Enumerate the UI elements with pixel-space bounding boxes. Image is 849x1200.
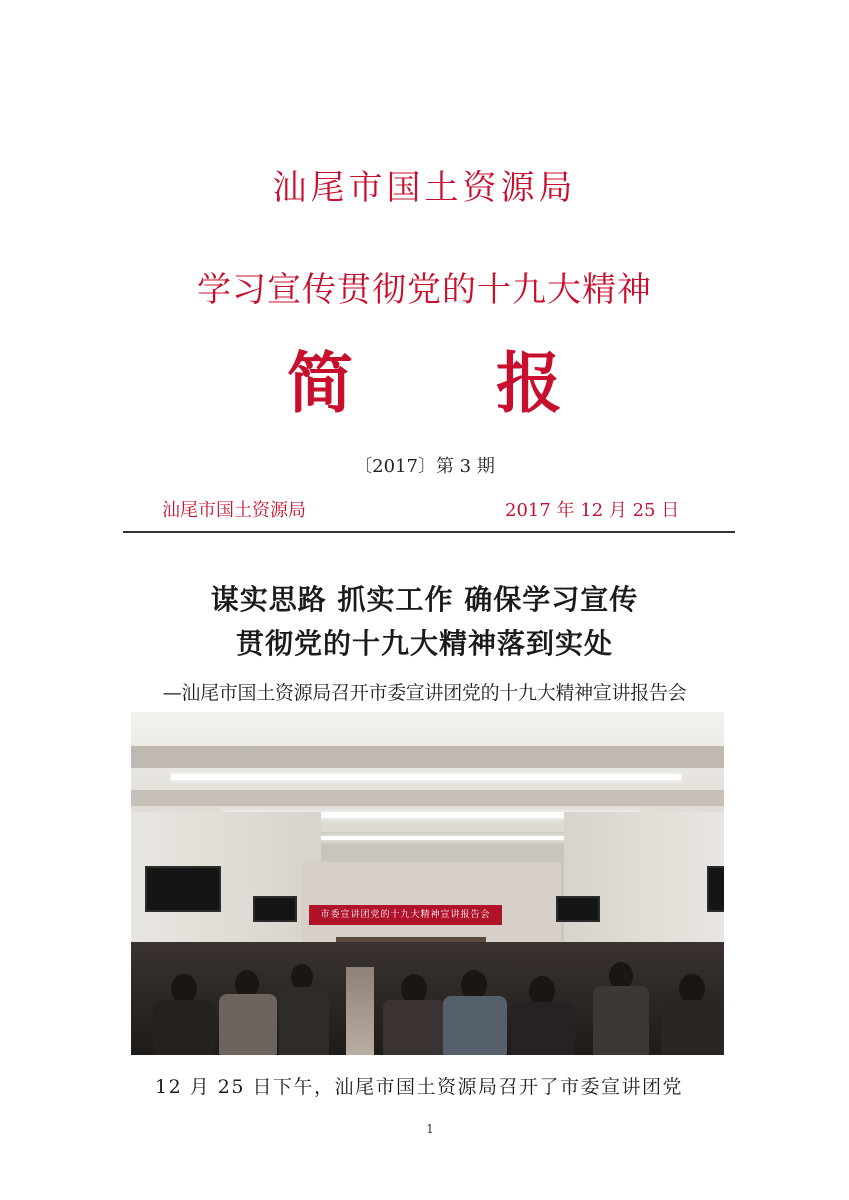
article-subtitle: —汕尾市国土资源局召开市委宣讲团党的十九大精神宣讲报告会 bbox=[162, 682, 687, 704]
issue-number: 〔2017〕第 3 期 bbox=[354, 456, 495, 477]
meeting-photo bbox=[131, 712, 724, 1055]
header-divider bbox=[123, 531, 735, 533]
brief-title: 简 报 bbox=[287, 344, 622, 422]
page-number: 1 bbox=[426, 1122, 434, 1136]
photo-person bbox=[219, 994, 277, 1055]
photo-person bbox=[661, 1000, 724, 1055]
photo-person bbox=[443, 996, 507, 1055]
photo-aisle bbox=[346, 967, 374, 1055]
photo-banner: 市委宣讲团党的十九大精神宣讲报告会 bbox=[309, 905, 502, 925]
photo-person bbox=[511, 1002, 575, 1055]
photo-person bbox=[153, 1000, 215, 1055]
org-title: 汕尾市国土资源局 bbox=[272, 168, 577, 208]
photo-beam bbox=[131, 790, 724, 806]
topic-title: 学习宣传贯彻党的十九大精神 bbox=[197, 270, 652, 310]
article-body-first-line: 12 月 25 日下午，汕尾市国土资源局召开了市委宣讲团党 bbox=[155, 1076, 683, 1098]
photo-person bbox=[279, 987, 329, 1055]
photo-beam bbox=[131, 746, 724, 768]
photo-person bbox=[593, 986, 649, 1055]
photo-light bbox=[171, 774, 681, 780]
photo-tv-left bbox=[145, 866, 221, 912]
photo-tv-right-far bbox=[556, 896, 600, 922]
photo-tv-left-far bbox=[253, 896, 297, 922]
article-title-line-1: 谋实思路 抓实工作 确保学习宣传 bbox=[210, 583, 639, 616]
issuer: 汕尾市国土资源局 bbox=[162, 500, 306, 521]
article-title-line-2: 贯彻党的十九大精神落到实处 bbox=[235, 627, 613, 660]
photo-person bbox=[383, 1000, 447, 1055]
issue-date: 2017 年 12 月 25 日 bbox=[505, 500, 680, 521]
photo-tv-right bbox=[707, 866, 724, 912]
